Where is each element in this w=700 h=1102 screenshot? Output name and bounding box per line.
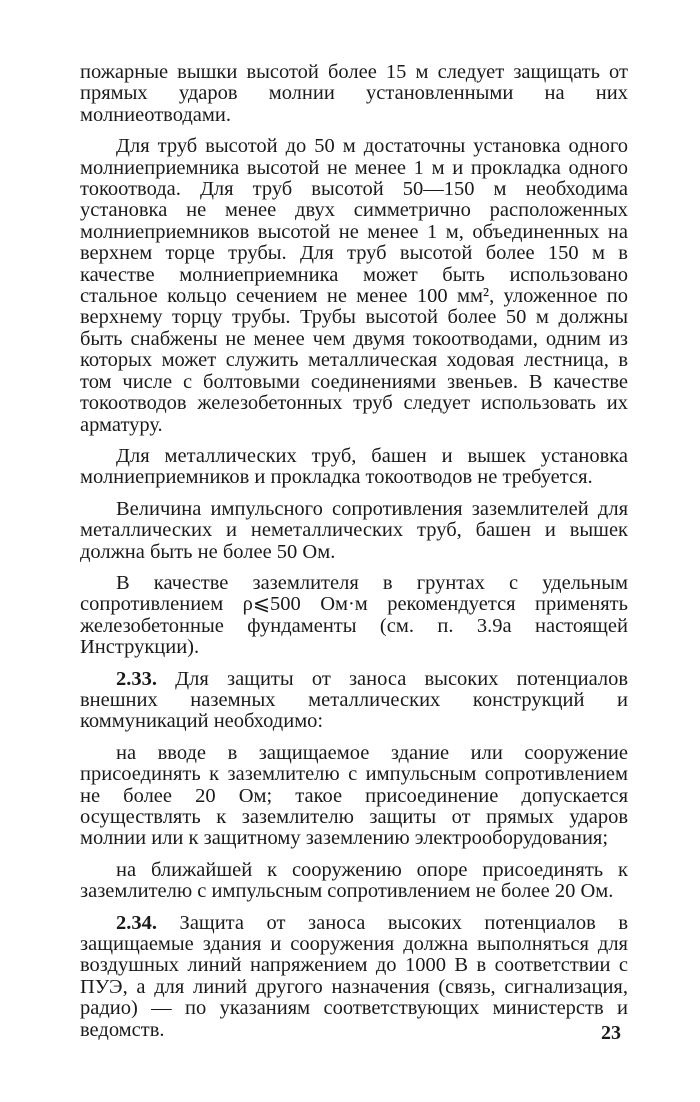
section-number-2-33: 2.33. xyxy=(116,667,157,690)
paragraph-nearest-support: на ближайшей к сооружению опоре присоединять к заземлителю с импульсным сопротивлением не более 20 Ом. xyxy=(80,858,628,903)
paragraph-section-2-34 xyxy=(80,913,628,1041)
section-2-34-text: Защита от заноса высоких потенциалов в защищаемые здания и сооружения должна выполняться для воздушных линий напряжением до 1000 В в соответствии с ПУЭ, а для линий другого назначения (связь, сигнализация, радио) — по указаниям соответствующих министерств и ведомств. xyxy=(80,911,628,1041)
paragraph-metal-pipes: Для металлических труб, башен и вышек установка молниеприемников и прокладка токоотводов не требуется. xyxy=(80,444,628,489)
paragraph-fire-towers: пожарные вышки высотой более 15 м следует защищать от прямых ударов молнии установленными на них молниеотводами. xyxy=(80,61,628,126)
page-number: 23 xyxy=(601,1022,621,1044)
section-number-2-34: 2.34. xyxy=(116,911,157,934)
paragraph-pipes-height: Для труб высотой до 50 м достаточны установка одного молниеприемника высотой не менее 1 м и прокладка одного токоотвода. Для труб высотой 50—150 м необходима установка не менее двух симметрично расположенных молниеприемников высотой не менее 1 м, объединенных на верхнем торце трубы. Для труб высотой более 150 м в качестве молниеприемника может быть использовано стальное кольцо сечением не менее 100 мм², уложенное по верхнему торцу трубы. Трубы высотой более 50 м должны быть снабжены не менее чем двумя токоотводами, одним из которых может служить металлическая ходовая лестница, в том числе с болтовыми соединениями звеньев. В качестве токоотводов железобетонных труб следует использовать их арматуру. xyxy=(80,135,628,436)
section-2-33-text: Для защиты от заноса высоких потенциалов внешних наземных металлических конструкций и коммуникаций необходимо: xyxy=(80,667,629,733)
paragraph-grounding-soil: В качестве заземлителя в грунтах с удельным сопротивлением ρ⩽500 Ом·м рекомендуется применять железобетонные фундаменты (см. п. 3.9а настоящей Инструкции). xyxy=(80,571,628,659)
paragraph-section-2-33 xyxy=(80,669,628,733)
paragraph-impulse-resistance: Величина импульсного сопротивления заземлителей для металлических и неметаллических труб, башен и вышек должна быть не более 50 Ом. xyxy=(80,497,628,563)
paragraph-building-entry: на вводе в защищаемое здание или сооружение присоединять к заземлителю с импульсным сопротивлением не более 20 Ом; такое присоединение допускается осуществлять к заземлителю защиты от прямых ударов молнии или к защитному заземлению электрооборудования; xyxy=(80,741,628,850)
page-body xyxy=(80,62,628,1051)
